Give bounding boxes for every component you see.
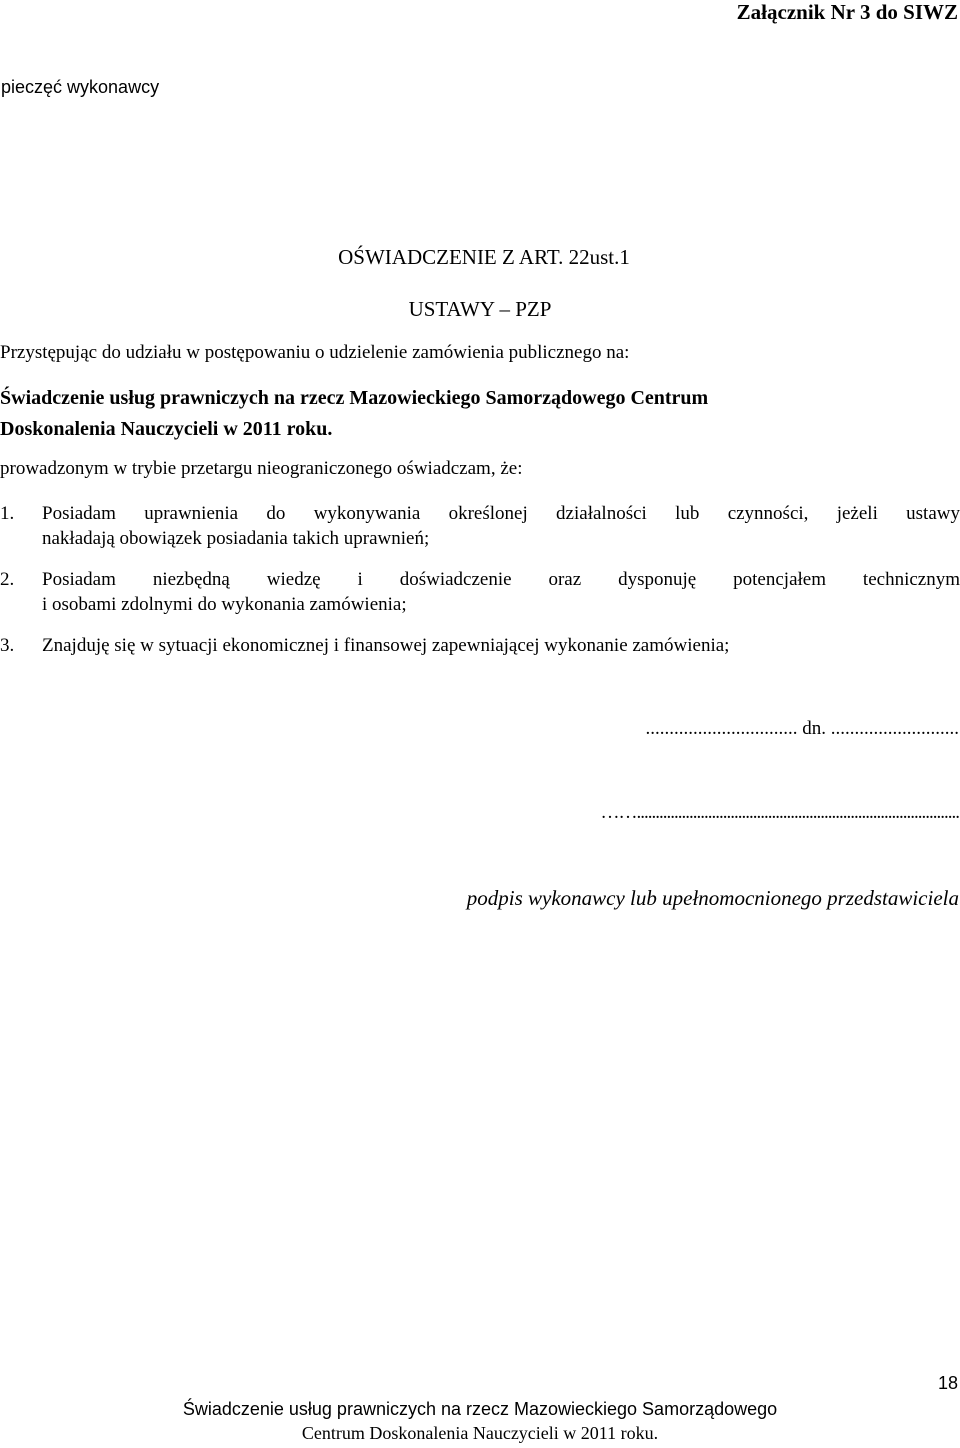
- contract-subject: [0, 383, 870, 445]
- page-footer: [0, 1397, 960, 1445]
- declaration-item-text: Posiadam niezbędną wiedzę i doświadczenie oraz dysponuję potencjałem technicznym: [42, 569, 960, 590]
- document-subtitle: USTAWY – PZP: [408, 297, 552, 321]
- declaration-item-text-continuation: i osobami zdolnymi do wykonania zamówienia;: [42, 594, 407, 615]
- contract-subject-line-2: Doskonalenia Nauczycieli w 2011 roku.: [0, 418, 333, 440]
- declaration-item: [0, 633, 960, 658]
- contract-subject-line-1: Świadczenie usług prawniczych na rzecz Mazowieckiego Samorządowego Centrum: [0, 387, 709, 409]
- date-placeholder-line: ................................ dn. ...........................: [645, 718, 959, 739]
- page-number: 18: [937, 1373, 958, 1393]
- footer-line-1: Świadczenie usług prawniczych na rzecz Mazowieckiego Samorządowego: [182, 1399, 778, 1419]
- declaration-item: [0, 567, 960, 617]
- footer-line-2: Centrum Doskonalenia Nauczycieli w 2011 roku.: [301, 1423, 659, 1443]
- intro-paragraph: Przystępując do udziału w postępowaniu o udzielenie zamówienia publicznego na:: [0, 342, 630, 363]
- declaration-item-number: 2.: [0, 569, 15, 590]
- document-title: OŚWIADCZENIE Z ART. 22ust.1: [338, 245, 630, 269]
- attachment-header: Załącznik Nr 3 do SIWZ: [736, 0, 958, 24]
- signature-placeholder-line: ……......................................................................................: [600, 802, 959, 823]
- declaration-item: [0, 501, 960, 551]
- declaration-item-text: Posiadam uprawnienia do wykonywania określonej działalności lub czynności, jeżeli ustawy: [42, 503, 960, 524]
- declaration-item-number: 1.: [0, 503, 15, 524]
- contractor-stamp-label: pieczęć wykonawcy: [1, 77, 160, 97]
- signature-label: podpis wykonawcy lub upełnomocnionego przedstawiciela: [466, 886, 959, 910]
- declaration-item-text: Znajduję się w sytuacji ekonomicznej i finansowej zapewniającej wykonanie zamówienia;: [42, 635, 730, 656]
- procedure-statement: prowadzonym w trybie przetargu nieograniczonego oświadczam, że:: [0, 458, 523, 479]
- declaration-item-text-continuation: nakładają obowiązek posiadania takich uprawnień;: [42, 528, 430, 549]
- declaration-item-number: 3.: [0, 635, 15, 656]
